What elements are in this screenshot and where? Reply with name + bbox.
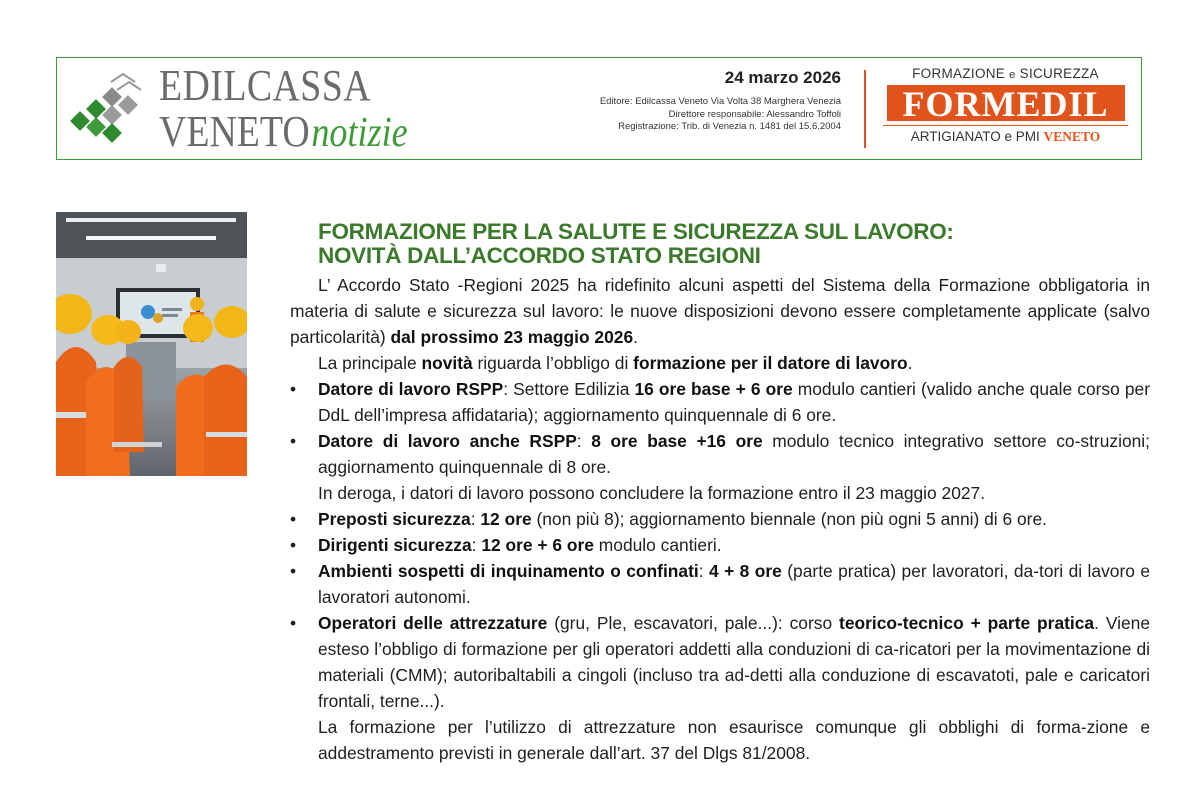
- requirements-list-2: [290, 506, 1150, 714]
- list-item: [290, 428, 1150, 480]
- p2-b: novità: [421, 353, 473, 373]
- masthead: [56, 57, 1142, 160]
- logo-veneto-line: [159, 107, 408, 156]
- b3-a: Preposti sicurezza: [318, 509, 471, 529]
- logo-edilcassa: EDILCASSA: [159, 61, 372, 110]
- b1-a: Datore di lavoro RSPP: [318, 379, 504, 399]
- b4-d: modulo cantieri.: [593, 535, 722, 555]
- b2-c: 8 ore base +16 ore: [591, 431, 763, 451]
- b1-c: 16 ore base + 6 ore: [634, 379, 793, 399]
- article-headline: [318, 220, 1150, 268]
- b3-c: 12 ore: [480, 509, 532, 529]
- b2-d: modulo tecnico integrativo settore co-struzioni; aggiornamento quinquennale di 8 ore.: [318, 431, 1150, 477]
- edilcassa-logo: [159, 61, 448, 156]
- p2-c: riguarda l’obbligo di: [472, 353, 634, 373]
- requirements-list: [290, 376, 1150, 480]
- formedil-logo: [883, 66, 1128, 145]
- logo-veneto: VENETO: [159, 107, 310, 156]
- b6-c: teorico-tecnico + parte pratica: [839, 613, 1095, 633]
- list-item: [290, 558, 1150, 610]
- b2-b: :: [576, 431, 592, 451]
- p2-d: formazione per il datore di lavoro: [633, 353, 908, 373]
- headline-line-2: NOVITÀ DALL’ACCORDO STATO REGIONI: [318, 243, 761, 268]
- p2-a: La principale: [318, 353, 422, 373]
- formedil-tagline-a: FORMAZIONE: [912, 66, 1006, 81]
- b1-b: : Settore Edilizia: [503, 379, 635, 399]
- deroga-paragraph: In deroga, i datori di lavoro possono concludere la formazione entro il 23 maggio 2027.: [318, 483, 986, 503]
- logo-notizie: notizie: [311, 110, 408, 156]
- article: [290, 220, 1150, 766]
- divider: [864, 70, 866, 148]
- b6-a: Operatori delle attrezzature: [318, 613, 548, 633]
- closing-paragraph: La formazione per l’utilizzo di attrezzature non esaurisce comunque gli obblighi di forma-zione e addestramento previsti in generale dall’art. 37 del Dlgs 81/2008.: [318, 717, 1150, 763]
- b4-b: :: [471, 535, 482, 555]
- formedil-tagline-e: e: [1009, 69, 1016, 81]
- novelty-paragraph: [290, 350, 1150, 376]
- publication-info: [521, 68, 841, 134]
- formedil-name: FORMEDIL: [887, 85, 1125, 121]
- issue-date: 24 marzo 2026: [724, 68, 841, 87]
- b6-b: (gru, Ple, escavatori, pale...): corso: [547, 613, 840, 633]
- b3-d: (non più 8); aggiornamento biennale (non più ogni 5 anni) di 6 ore.: [531, 509, 1047, 529]
- intro-paragraph: [290, 272, 1150, 350]
- formedil-tagline: [883, 66, 1128, 81]
- formedil-subtitle-a: ARTIGIANATO e PMI: [910, 129, 1040, 144]
- registration-line: Registrazione: Trib. di Venezia n. 1481 del 15.6.2004: [618, 121, 841, 132]
- intro-deadline: dal prossimo 23 maggio 2026: [390, 327, 634, 347]
- training-classroom-photo-icon: [56, 212, 247, 476]
- article-body: [290, 272, 1150, 766]
- list-item: [290, 506, 1150, 532]
- b6-d: . Viene esteso l’obbligo di formazione per gli operatori addetti alla conduzioni di ca-ricatori per la movimentazione di materiali (CMM); autoribaltabili a cingoli (incluso tra ad-detti alla conduzione di escavatoti, pale e caricatori frontali, terne...).: [318, 613, 1150, 711]
- b5-b: :: [698, 561, 709, 581]
- b5-c: 4 + 8 ore: [709, 561, 782, 581]
- b5-d: (parte pratica) per lavoratori, da-tori di lavoro e lavoratori autonomi.: [318, 561, 1151, 607]
- formedil-subtitle: [883, 125, 1128, 145]
- headline-line-1: FORMAZIONE PER LA SALUTE E SICUREZZA SUL LAVORO:: [318, 219, 954, 244]
- list-item: [290, 610, 1150, 714]
- b1-d: modulo cantieri (valido anche quale corso per DdL dell’impresa affidataria); aggiornamento quinquennale di 6 ore.: [318, 379, 1150, 425]
- formedil-subtitle-b: VENETO: [1043, 129, 1101, 144]
- edilcassa-logo-icon: [69, 68, 159, 150]
- b4-c: 12 ore + 6 ore: [481, 535, 594, 555]
- intro-text: L’ Accordo Stato -Regioni 2025 ha ridefinito alcuni aspetti del Sistema della Formazione obbligatoria in materia di salute e sicurezza sul lavoro: le nuove disposizioni devono essere completamente applicate (salvo particolarità): [290, 275, 1150, 347]
- intro-end: .: [633, 327, 638, 347]
- list-item: [290, 532, 1150, 558]
- editor-line: Editore: Edilcassa Veneto Via Volta 38 Marghera Venezia: [599, 96, 841, 107]
- director-line: Direttore responsabile: Alessandro Toffoli: [668, 108, 841, 120]
- p2-e: .: [907, 353, 913, 373]
- b3-b: :: [470, 509, 481, 529]
- b5-a: Ambienti sospetti di inquinamento o confinati: [318, 561, 699, 581]
- list-item: [290, 376, 1150, 428]
- b4-a: Dirigenti sicurezza: [318, 535, 472, 555]
- b2-a: Datore di lavoro anche RSPP: [318, 431, 577, 451]
- formedil-tagline-b: SICUREZZA: [1019, 66, 1099, 81]
